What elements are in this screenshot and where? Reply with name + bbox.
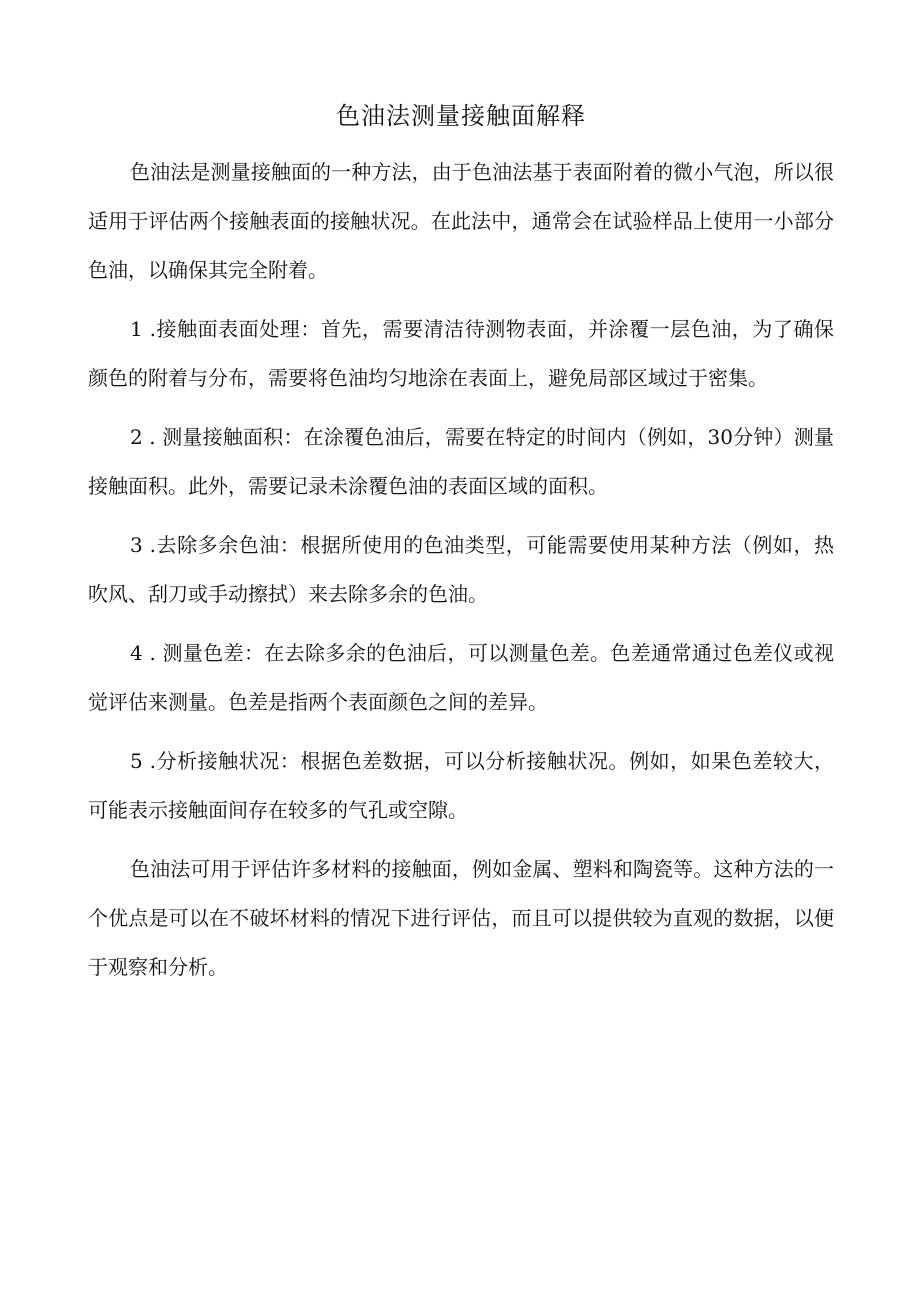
step-5-paragraph: 5 .分析接触状况：根据色差数据，可以分析接触状况。例如，如果色差较大，可能表示接触面间存在较多的气孔或空隙。 <box>88 749 834 822</box>
step-2-paragraph: 2 . 测量接触面积：在涂覆色油后，需要在特定的时间内（例如，30分钟）测量接触面积。此外，需要记录未涂覆色油的表面区域的面积。 <box>88 425 834 498</box>
document-page <box>88 96 834 1002</box>
intro-paragraph: 色油法是测量接触面的一种方法，由于色油法基于表面附着的微小气泡，所以很适用于评估两个接触表面的接触状况。在此法中，通常会在试验样品上使用一小部分色油，以确保其完全附着。 <box>88 160 834 282</box>
document-title: 色油法测量接触面解释 <box>336 102 586 130</box>
step-4-paragraph: 4 . 测量色差：在去除多余的色油后，可以测量色差。色差通常通过色差仪或视觉评估来测量。色差是指两个表面颜色之间的差异。 <box>88 641 834 714</box>
conclusion-paragraph: 色油法可用于评估许多材料的接触面，例如金属、塑料和陶瓷等。这种方法的一个优点是可以在不破坏材料的情况下进行评估，而且可以提供较为直观的数据，以便于观察和分析。 <box>88 857 834 979</box>
step-3-paragraph: 3 .去除多余色油：根据所使用的色油类型，可能需要使用某种方法（例如，热吹风、刮刀或手动擦拭）来去除多余的色油。 <box>88 533 834 606</box>
step-1-paragraph: 1 .接触面表面处理：首先，需要清洁待测物表面，并涂覆一层色油，为了确保颜色的附着与分布，需要将色油均匀地涂在表面上，避免局部区域过于密集。 <box>88 317 834 390</box>
